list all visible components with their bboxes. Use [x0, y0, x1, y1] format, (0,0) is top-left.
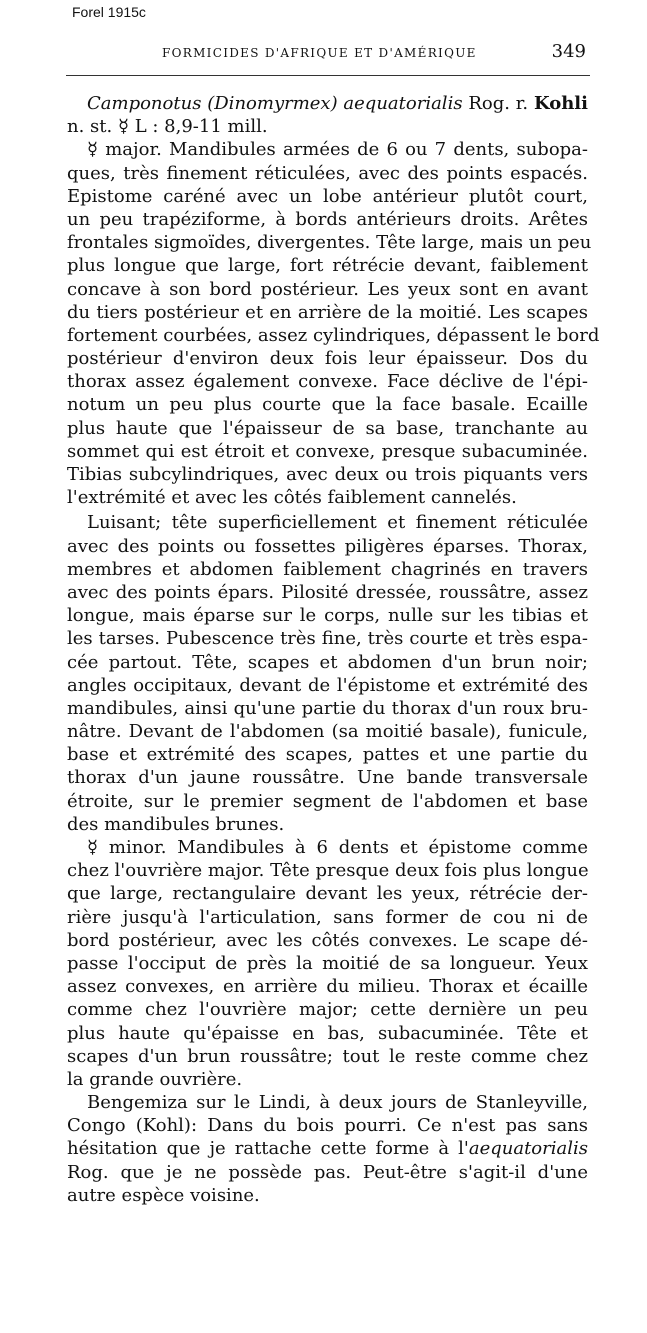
text-line: Bengemiza sur le Lindi, à deux jours de Stanleyville, — [87, 1092, 588, 1114]
text-line: notum un peu plus courte que la face basale. Ecaille — [67, 394, 588, 416]
text-line: concave à son bord postérieur. Les yeux sont en avant — [67, 278, 588, 300]
text-line: bord postérieur, avec les côtés convexes. Le scape dé- — [67, 929, 588, 951]
text-line: plus haute qu'épaisse en bas, subacuminée. Tête et — [67, 1022, 588, 1044]
page-number: 349 — [551, 41, 586, 62]
text-line: la grande ouvrière. — [67, 1068, 243, 1090]
text-line: membres et abdomen faiblement chagrinés en travers — [67, 558, 588, 580]
minor-worker-description — [67, 836, 588, 1091]
text-line: Luisant; tête superficiellement et finement réticulée — [87, 512, 588, 534]
text-line: Tibias subcylindriques, avec deux ou trois piquants vers — [67, 464, 588, 485]
text-line: Camponotus (Dinomyrmex) aequatorialis Rog. r. Kohli — [87, 93, 588, 114]
page-header — [66, 41, 586, 66]
text-line: nâtre. Devant de l'abdomen (sa moitié basale), funicule, — [67, 721, 588, 743]
text-line: plus haute que l'épaisseur de sa base, tranchante au — [67, 417, 588, 439]
text-line: avec des points épars. Pilosité dressée, roussâtre, assez — [67, 581, 588, 603]
text-line: cée partout. Tête, scapes et abdomen d'un brun noir; — [67, 651, 588, 673]
document-label: Forel 1915c — [72, 4, 146, 20]
text-line: passe l'occiput de près la moitié de sa longueur. Yeux — [67, 952, 588, 974]
text-line: des mandibules brunes. — [67, 813, 285, 835]
text-line: un peu trapéziforme, à bords antérieurs droits. Arêtes — [67, 208, 588, 230]
text-line: hésitation que je rattache cette forme à l'aequatorialis — [67, 1138, 588, 1160]
text-line: Congo (Kohl): Dans du bois pourri. Ce n'est pas sans — [67, 1115, 588, 1137]
text-line: plus longue que large, fort rétrécie devant, faiblement — [67, 255, 588, 277]
text-line: longue, mais éparse sur le corps, nulle sur les tibias et — [67, 605, 588, 627]
text-line: mandibules, ainsi qu'une partie du thorax d'un roux bru- — [67, 697, 588, 719]
major-worker-description — [67, 138, 600, 509]
text-line: postérieur d'environ deux fois leur épaisseur. Dos du — [67, 348, 588, 370]
text-line: Rog. que je ne possède pas. Peut-être s'agit-il d'une — [67, 1161, 588, 1183]
text-line: fortement courbées, assez cylindriques, dépassent le bord — [67, 324, 600, 346]
text-line: assez convexes, en arrière du milieu. Thorax et écaille — [67, 976, 588, 998]
text-line: angles occipitaux, devant de l'épistome et extrémité des — [67, 674, 588, 696]
text-line: étroite, sur le premier segment de l'abdomen et base — [67, 790, 588, 812]
text-line: l'extrémité et avec les côtés faiblement cannelés. — [67, 487, 517, 509]
text-line: comme chez l'ouvrière major; cette dernière un peu — [67, 999, 588, 1021]
text-line: les tarses. Pubescence très fine, très courte et très espa- — [67, 628, 588, 650]
text-line: base et extrémité des scapes, pattes et une partie du — [67, 744, 588, 766]
text-line: chez l'ouvrière major. Tête presque deux fois plus longue — [67, 860, 589, 882]
text-line: avec des points ou fossettes piligères éparses. Thorax, — [67, 535, 588, 557]
text-line: n. st. ☿ L : 8,9-11 mill. — [67, 116, 268, 138]
text-line: frontales sigmoïdes, divergentes. Tête large, mais un peu — [67, 232, 592, 254]
text-line: ☿ major. Mandibules armées de 6 ou 7 dents, subopa- — [87, 139, 588, 161]
coloration-description — [67, 511, 588, 836]
text-line: sommet qui est étroit et convexe, presque subacuminée. — [67, 440, 588, 462]
text-line: ques, très finement réticulées, avec des points espacés. — [67, 162, 588, 184]
text-line: que large, rectangulaire devant les yeux, rétrécie der- — [67, 883, 588, 905]
header-rule — [66, 75, 590, 76]
text-line: du tiers postérieur et en arrière de la moitié. Les scapes — [67, 301, 588, 323]
text-line: Epistome caréné avec un lobe antérieur plutôt court, — [67, 185, 588, 207]
text-line: rière jusqu'à l'articulation, sans former de cou ni de — [67, 906, 588, 928]
text-line: scapes d'un brun roussâtre; tout le reste comme chez — [67, 1045, 588, 1067]
text-line: thorax d'un jaune roussâtre. Une bande transversale — [67, 767, 588, 789]
text-line: ☿ minor. Mandibules à 6 dents et épistome comme — [87, 837, 588, 858]
running-title: FORMICIDES D'AFRIQUE ET D'AMÉRIQUE — [162, 46, 477, 60]
locality-note — [67, 1091, 588, 1207]
text-line: autre espèce voisine. — [67, 1184, 260, 1206]
species-heading — [67, 92, 588, 138]
text-line: thorax assez également convexe. Face déclive de l'épi- — [67, 371, 588, 393]
body-text — [67, 92, 600, 1207]
